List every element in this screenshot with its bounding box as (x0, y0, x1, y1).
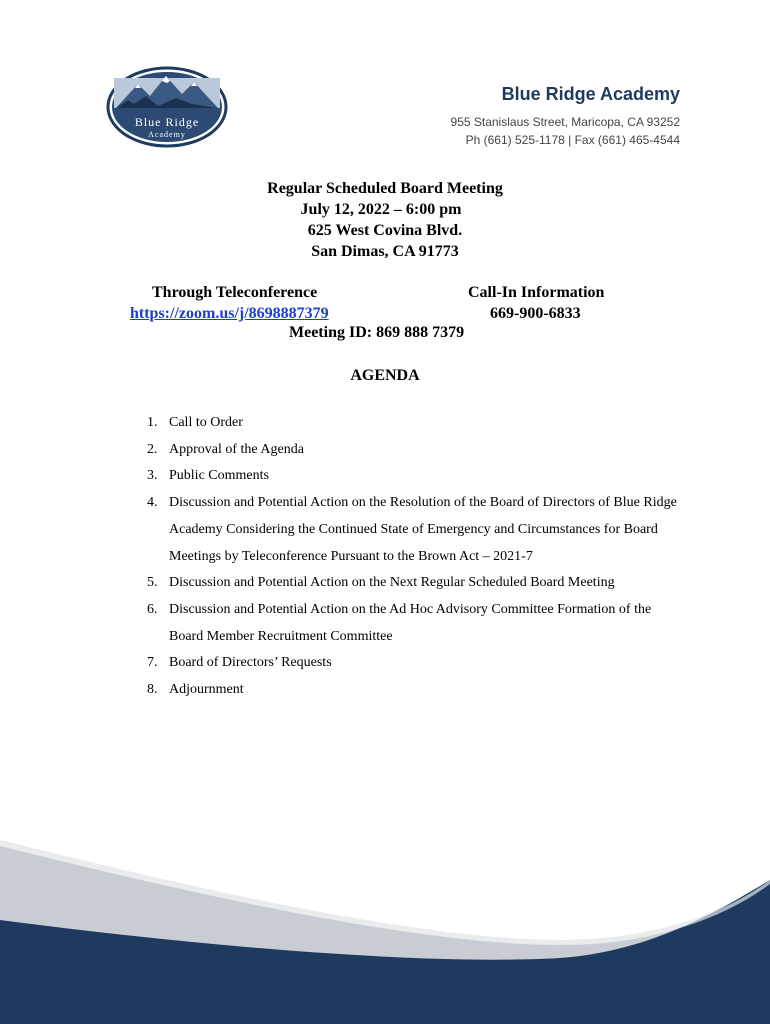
agenda-item-text: Public Comments (169, 468, 269, 484)
agenda-item-text: Discussion and Potential Action on the Next Regular Scheduled Board Meeting (169, 575, 615, 591)
agenda-item (147, 570, 687, 597)
meeting-address-line2: San Dimas, CA 91773 (311, 243, 459, 260)
teleconference-info (130, 282, 329, 324)
agenda-item-number: 7. (147, 655, 158, 671)
org-contact: Ph (661) 525-1178 | Fax (661) 465-4544 (465, 133, 680, 147)
agenda-item-number: 1. (147, 415, 158, 430)
agenda-item-number: 2. (147, 441, 158, 457)
agenda-item-text: Adjournment (169, 682, 244, 698)
callin-info (468, 282, 604, 324)
agenda-item (147, 650, 687, 677)
logo-line2: Academy (148, 130, 186, 139)
org-address: 955 Stanislaus Street, Maricopa, CA 93252 (450, 115, 680, 129)
agenda-item-text: Call to Order (169, 415, 243, 430)
agenda-item-text: Discussion and Potential Action on the Ad Hoc Advisory Committee Formation of the Board Member Recruitment Committee (169, 601, 652, 644)
agenda-item-number: 4. (147, 495, 158, 511)
meeting-id: Meeting ID: 869 888 7379 (289, 324, 465, 341)
agenda-list (147, 410, 687, 704)
academy-logo (106, 66, 228, 148)
agenda-item (147, 597, 687, 650)
agenda-item-number: 8. (147, 682, 158, 698)
agenda-item (147, 677, 687, 704)
callin-heading: Call-In Information (468, 284, 605, 301)
agenda-item (147, 410, 687, 437)
agenda-item-number: 6. (147, 601, 158, 617)
logo-mountains-icon (106, 66, 228, 148)
org-name: Blue Ridge Academy (501, 84, 680, 104)
meeting-title-block (0, 178, 770, 262)
meeting-datetime: July 12, 2022 – 6:00 pm (300, 201, 462, 218)
agenda-item-text: Board of Directors’ Requests (169, 655, 332, 671)
zoom-link[interactable]: https://zoom.us/j/8698887379 (130, 305, 329, 322)
agenda-item-number: 5. (147, 575, 158, 591)
agenda-item (147, 463, 687, 490)
agenda-item (147, 437, 687, 464)
footer-wave-decoration (0, 800, 770, 1024)
logo-line1: Blue Ridge (134, 115, 200, 129)
agenda-item-number: 3. (147, 468, 158, 484)
teleconference-heading: Through Teleconference (152, 284, 318, 301)
agenda-heading: AGENDA (350, 367, 420, 384)
meeting-address-line1: 625 West Covina Blvd. (307, 222, 463, 239)
agenda-item-text: Discussion and Potential Action on the Resolution of the Board of Directors of Blue Ridge Academy Considering the Continued State of Emergency and Circumstances for Board Meetings by Teleconference Pursuant to the Brown Act – 2021-7 (169, 495, 677, 564)
org-header (451, 84, 680, 149)
agenda-item (147, 490, 687, 570)
callin-number: 669-900-6833 (490, 305, 581, 322)
agenda-item-text: Approval of the Agenda (169, 441, 304, 457)
meeting-title: Regular Scheduled Board Meeting (267, 180, 503, 197)
